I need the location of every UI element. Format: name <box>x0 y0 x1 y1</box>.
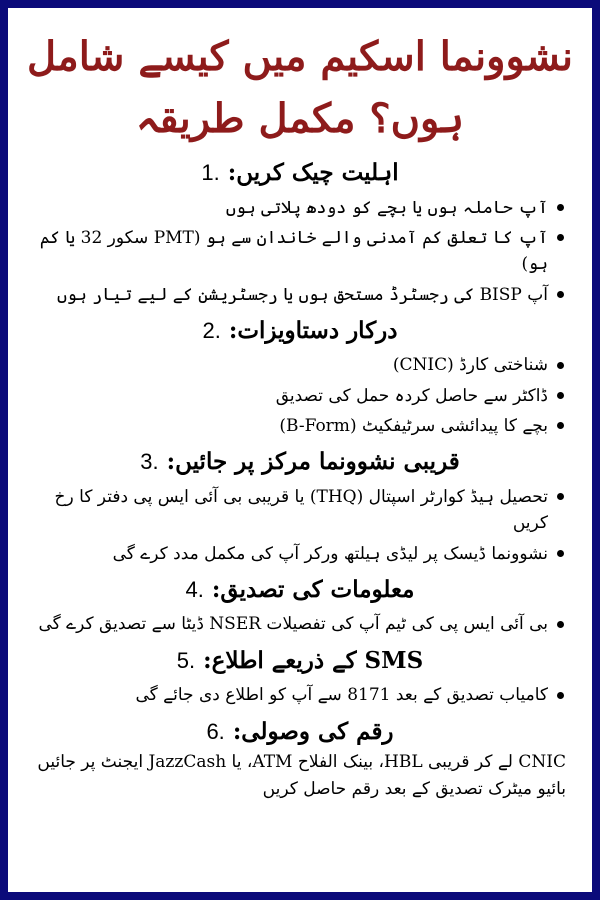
payment-line: CNIC لے کر قریبی HBL، بینک الفلاح ATM، یا JazzCash ایجنٹ پر جائیں <box>37 752 566 773</box>
list-item <box>26 225 574 278</box>
payment-line: بائیو میٹرک تصدیق کے بعد رقم حاصل کریں <box>262 779 566 800</box>
bullet-icon <box>557 493 564 500</box>
eligibility-list <box>26 195 574 308</box>
section-heading-text: SMS کے ذریعے اطلاع: <box>203 646 424 674</box>
section-verification <box>26 573 574 638</box>
section-heading <box>26 314 574 349</box>
visit-center-list <box>26 484 574 567</box>
list-item <box>26 383 574 409</box>
list-item <box>26 195 574 221</box>
section-heading-text: معلومات کی تصدیق: <box>211 575 415 603</box>
list-item <box>26 352 574 378</box>
bullet-icon <box>557 291 564 298</box>
bullet-icon <box>557 621 564 628</box>
list-item <box>26 682 574 708</box>
bullet-icon <box>557 392 564 399</box>
list-item <box>26 282 574 308</box>
list-item-text: کامیاب تصدیق کے بعد 8171 سے آپ کو اطلاع دی جائے گی <box>135 685 548 706</box>
list-item-text: تحصیل ہیڈ کوارٹر اسپتال (THQ) یا قریبی بی آئی ایس پی دفتر کا رخ کریں <box>54 486 548 534</box>
section-number: 5. <box>176 647 196 673</box>
list-item <box>26 484 574 537</box>
section-heading-text: رقم کی وصولی: <box>232 717 394 745</box>
section-heading-text: قریبی نشوونما مرکز پر جائیں: <box>166 448 460 476</box>
bullet-icon <box>557 362 564 369</box>
section-payment <box>26 715 574 804</box>
section-number: 6. <box>206 718 225 744</box>
section-heading <box>26 445 574 480</box>
section-documents <box>26 314 574 440</box>
section-sms <box>26 644 574 709</box>
page-title: نشوونما اسکیم میں کیسے شامل ہوں؟ مکمل طریقہ <box>27 33 573 142</box>
bullet-icon <box>557 550 564 557</box>
bullet-icon <box>557 422 564 429</box>
section-visit-center <box>26 445 574 567</box>
section-heading <box>26 573 574 608</box>
list-item-text: آپ کا تعلق کم آمدنی والے خاندان سے ہو (PMT سکور 32 یا کم ہو) <box>39 227 548 275</box>
section-number: 2. <box>202 317 221 343</box>
list-item <box>26 541 574 567</box>
list-item-text: بچے کا پیدائشی سرٹیفکیٹ (B-Form) <box>279 416 548 437</box>
documents-list <box>26 352 574 439</box>
sms-list <box>26 682 574 708</box>
list-item-text: ڈاکٹر سے حاصل کردہ حمل کی تصدیق <box>275 385 548 406</box>
bullet-icon <box>557 204 564 211</box>
bullet-icon <box>557 234 564 241</box>
verification-list <box>26 611 574 637</box>
list-item <box>26 611 574 637</box>
section-heading-text: درکار دستاویزات: <box>228 316 398 344</box>
payment-text <box>34 749 566 803</box>
section-heading <box>26 156 574 191</box>
bullet-icon <box>557 692 564 699</box>
list-item-text: بی آئی ایس پی کی ٹیم آپ کی تفصیلات NSER ڈیٹا سے تصدیق کرے گی <box>38 614 548 635</box>
section-number: 4. <box>185 576 204 602</box>
section-number: 3. <box>140 449 159 475</box>
list-item-text: آپ حاملہ ہوں یا بچے کو دودھ پلاتی ہوں <box>225 197 548 218</box>
section-heading <box>26 644 574 679</box>
list-item <box>26 413 574 439</box>
list-item-text: شناختی کارڈ (CNIC) <box>392 355 548 376</box>
list-item-text: آپ BISP کی رجسٹرڈ مستحق ہوں یا رجسٹریشن کے لیے تیار ہوں <box>56 284 548 305</box>
section-heading <box>26 715 574 750</box>
section-number: 1. <box>201 160 220 185</box>
section-eligibility <box>26 156 574 308</box>
section-heading-text: اہلیت چیک کریں: <box>227 159 399 186</box>
list-item-text: نشوونما ڈیسک پر لیڈی ہیلتھ ورکر آپ کی مکمل مدد کرے گی <box>112 543 548 564</box>
